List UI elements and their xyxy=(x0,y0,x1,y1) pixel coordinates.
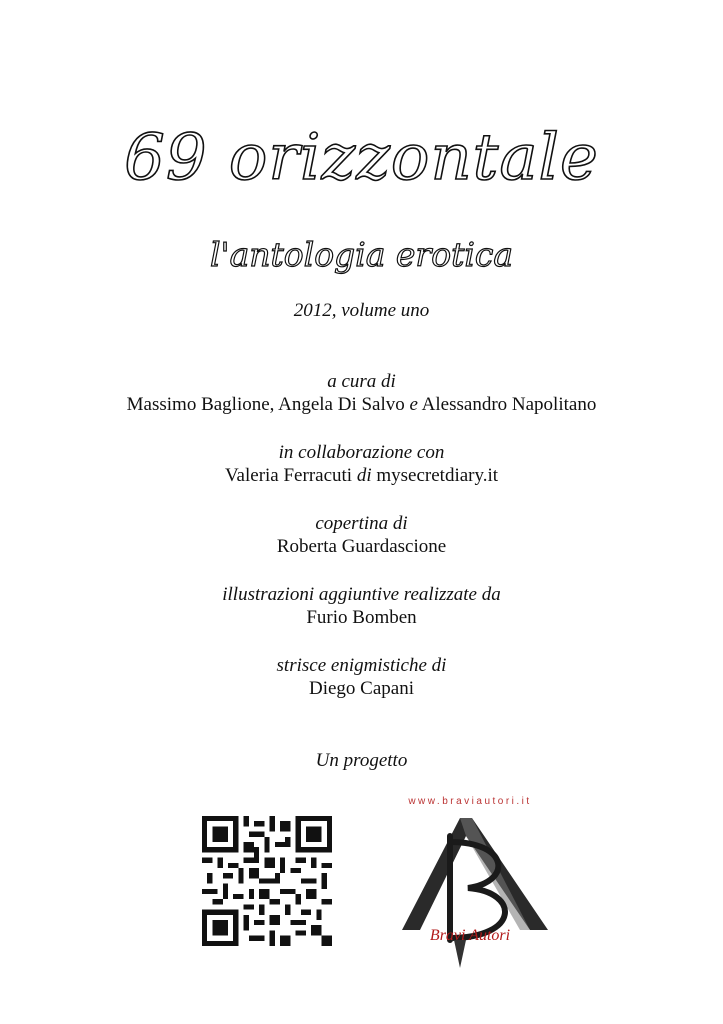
credit-names: Diego Capani xyxy=(308,678,414,699)
credit-role: illustrazioni aggiuntive realizzate da xyxy=(222,584,501,605)
credit-puzzles xyxy=(0,654,723,700)
credit-role: in collaborazione con xyxy=(278,442,445,463)
credit-names: Roberta Guardascione xyxy=(276,536,447,557)
credit-joiner: di xyxy=(356,465,372,486)
credit-cover xyxy=(0,512,723,558)
logo-name: Bravi Autori xyxy=(429,927,511,944)
book-title: 69 orizzontale xyxy=(124,121,599,195)
credit-names-part: Alessandro Napolitano xyxy=(421,394,597,415)
credit-role: copertina di xyxy=(315,513,408,534)
credit-illustrations xyxy=(0,583,723,629)
credit-names xyxy=(0,393,723,416)
credit-role: strisce enigmistiche di xyxy=(276,655,447,676)
project-label: Un progetto xyxy=(315,750,408,771)
credit-joiner: e xyxy=(409,394,418,415)
credit-names-part: Massimo Baglione, Angela Di Salvo xyxy=(126,394,405,415)
edition-info: 2012, volume uno xyxy=(293,300,430,321)
credit-names-part: Valeria Ferracuti xyxy=(224,465,353,486)
book-subtitle: l'antologia erotica xyxy=(209,235,514,274)
logo-url: www.braviautori.it xyxy=(408,796,532,807)
bravi-autori-logo xyxy=(380,790,560,970)
credit-collaboration xyxy=(0,441,723,487)
credit-names: Furio Bomben xyxy=(306,607,417,628)
credit-names xyxy=(0,464,723,487)
credit-role: a cura di xyxy=(327,371,396,392)
credit-names-part: mysecretdiary.it xyxy=(376,465,499,486)
qr-code-icon xyxy=(202,816,332,946)
credit-editors xyxy=(0,370,723,416)
